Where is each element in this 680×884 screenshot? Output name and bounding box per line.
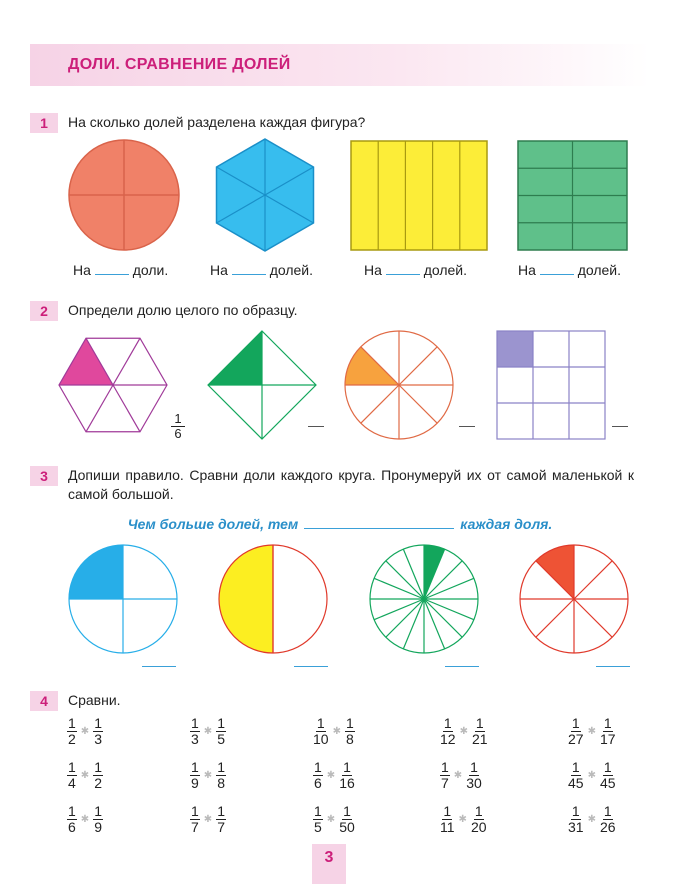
comparison-item (190, 760, 226, 791)
fraction-right: $\frac{1}{7}$ (217, 803, 225, 835)
fraction-left: $\frac{1}{4}$ (68, 759, 76, 791)
fraction-left: $\frac{1}{9}$ (191, 759, 199, 791)
divider-line (424, 599, 462, 637)
task-2-text: Определи долю целого по образцу. (68, 302, 298, 318)
comparison-item (190, 716, 226, 747)
comparison-sign-blank[interactable]: ✱ (80, 770, 90, 781)
fraction-right: $\frac{1}{8}$ (345, 715, 354, 747)
comparison-sign-blank[interactable]: ✱ (587, 814, 596, 825)
task-1-caption-2: На долей. (210, 262, 313, 278)
divider-line (113, 338, 140, 385)
task-3-number: 3 (30, 466, 58, 486)
comparison-item (67, 716, 103, 747)
answer-blank[interactable] (612, 426, 628, 427)
task-1-caption-1: На доли. (73, 262, 169, 278)
fraction-right: $\frac{1}{45}$ (599, 759, 616, 791)
comparison-item (313, 760, 355, 791)
comparison-sign-blank[interactable]: ✱ (587, 726, 596, 737)
divider-line (386, 561, 424, 599)
fraction-right: $\frac{1}{8}$ (217, 759, 225, 791)
comparison-sign-blank[interactable]: ✱ (80, 814, 90, 825)
comparison-sign-blank[interactable]: ✱ (203, 814, 213, 825)
task-1-caption-3: На долей. (364, 262, 467, 278)
order-answer-blank[interactable] (445, 666, 479, 667)
comparison-item (440, 760, 482, 791)
rectangle-figure (351, 141, 487, 250)
order-answer-blank[interactable] (294, 666, 328, 667)
comparison-sign-blank[interactable]: ✱ (326, 770, 336, 781)
divider-line (86, 385, 113, 432)
answer-blank[interactable] (95, 262, 129, 275)
divider-line (536, 599, 574, 637)
rule-answer-blank[interactable] (304, 516, 454, 529)
task-1-text: На сколько долей разделена каждая фигура? (68, 114, 366, 130)
fraction-left: $\frac{1}{6}$ (314, 759, 322, 791)
comparison-item (440, 804, 487, 835)
comparison-item (568, 760, 616, 791)
fraction-left: $\frac{1}{45}$ (568, 759, 584, 791)
sample-fraction: $\frac{1}{6}$ (171, 412, 185, 441)
fraction-right: $\frac{1}{20}$ (470, 803, 487, 835)
comparison-item (568, 716, 616, 747)
answer-blank[interactable] (308, 426, 324, 427)
comparison-item (190, 804, 226, 835)
fraction-left: $\frac{1}{11}$ (440, 803, 455, 835)
fraction-right: $\frac{1}{26}$ (599, 803, 616, 835)
fraction-right: $\frac{1}{21}$ (471, 715, 488, 747)
page-number: 3 (312, 844, 346, 884)
comparison-sign-blank[interactable]: ✱ (453, 770, 463, 781)
fraction-right: $\frac{1}{17}$ (599, 715, 616, 747)
fraction-left: $\frac{1}{10}$ (313, 715, 329, 747)
fraction-right: $\frac{1}{16}$ (339, 759, 355, 791)
fraction-left: $\frac{1}{7}$ (441, 759, 449, 791)
order-answer-blank[interactable] (596, 666, 630, 667)
answer-blank[interactable] (540, 262, 574, 275)
comparison-item (440, 716, 488, 747)
comparison-sign-blank[interactable]: ✱ (459, 726, 468, 737)
fraction-right: $\frac{1}{5}$ (217, 715, 225, 747)
task-4-number: 4 (30, 691, 58, 711)
comparison-item (313, 804, 355, 835)
answer-blank[interactable] (386, 262, 420, 275)
fraction-left: $\frac{1}{31}$ (568, 803, 584, 835)
fraction-left: $\frac{1}{3}$ (191, 715, 199, 747)
shaded-part (219, 545, 273, 653)
fraction-left: $\frac{1}{12}$ (440, 715, 456, 747)
shaded-part (69, 545, 123, 599)
divider-line (574, 599, 612, 637)
fraction-right: $\frac{1}{50}$ (339, 803, 355, 835)
shaded-part (497, 331, 533, 367)
fraction-left: $\frac{1}{2}$ (68, 715, 76, 747)
lesson-title: ДОЛИ. СРАВНЕНИЕ ДОЛЕЙ (68, 56, 291, 73)
comparison-sign-blank[interactable]: ✱ (332, 726, 341, 737)
task-1-number: 1 (30, 113, 58, 133)
task-2-number: 2 (30, 301, 58, 321)
divider-line (399, 385, 437, 423)
divider-line (361, 385, 399, 423)
divider-line (113, 385, 140, 432)
comparison-sign-blank[interactable]: ✱ (326, 814, 336, 825)
shaded-part (345, 347, 399, 385)
answer-blank[interactable] (459, 426, 475, 427)
task-3-text: Допиши правило. Сравни доли каждого круга. Пронумеруй их от самой маленькой к самой большой. (68, 467, 634, 502)
fraction-left: $\frac{1}{7}$ (191, 803, 199, 835)
task-4-text: Сравни. (68, 692, 121, 708)
divider-line (386, 599, 424, 637)
comparison-item (313, 716, 355, 747)
comparison-sign-blank[interactable]: ✱ (203, 726, 213, 737)
fraction-right: $\frac{1}{3}$ (94, 715, 102, 747)
comparison-item (568, 804, 616, 835)
shaded-part (59, 338, 113, 385)
fraction-left: $\frac{1}{5}$ (314, 803, 322, 835)
shaded-part (536, 545, 574, 599)
task-1-caption-4: На долей. (518, 262, 621, 278)
comparison-sign-blank[interactable]: ✱ (80, 726, 90, 737)
rule-sentence: Чем больше долей, тем каждая доля. (127, 516, 553, 532)
comparison-sign-blank[interactable]: ✱ (203, 770, 213, 781)
comparison-item (67, 760, 103, 791)
order-answer-blank[interactable] (142, 666, 176, 667)
fraction-right: $\frac{1}{2}$ (94, 759, 102, 791)
comparison-item (67, 804, 103, 835)
comparison-sign-blank[interactable]: ✱ (587, 770, 596, 781)
fraction-left: $\frac{1}{6}$ (68, 803, 76, 835)
fraction-left: $\frac{1}{27}$ (568, 715, 584, 747)
divider-line (399, 347, 437, 385)
divider-line (574, 561, 612, 599)
fraction-right: $\frac{1}{9}$ (94, 803, 102, 835)
comparison-sign-blank[interactable]: ✱ (458, 814, 467, 825)
answer-blank[interactable] (232, 262, 266, 275)
fraction-right: $\frac{1}{30}$ (466, 759, 482, 791)
